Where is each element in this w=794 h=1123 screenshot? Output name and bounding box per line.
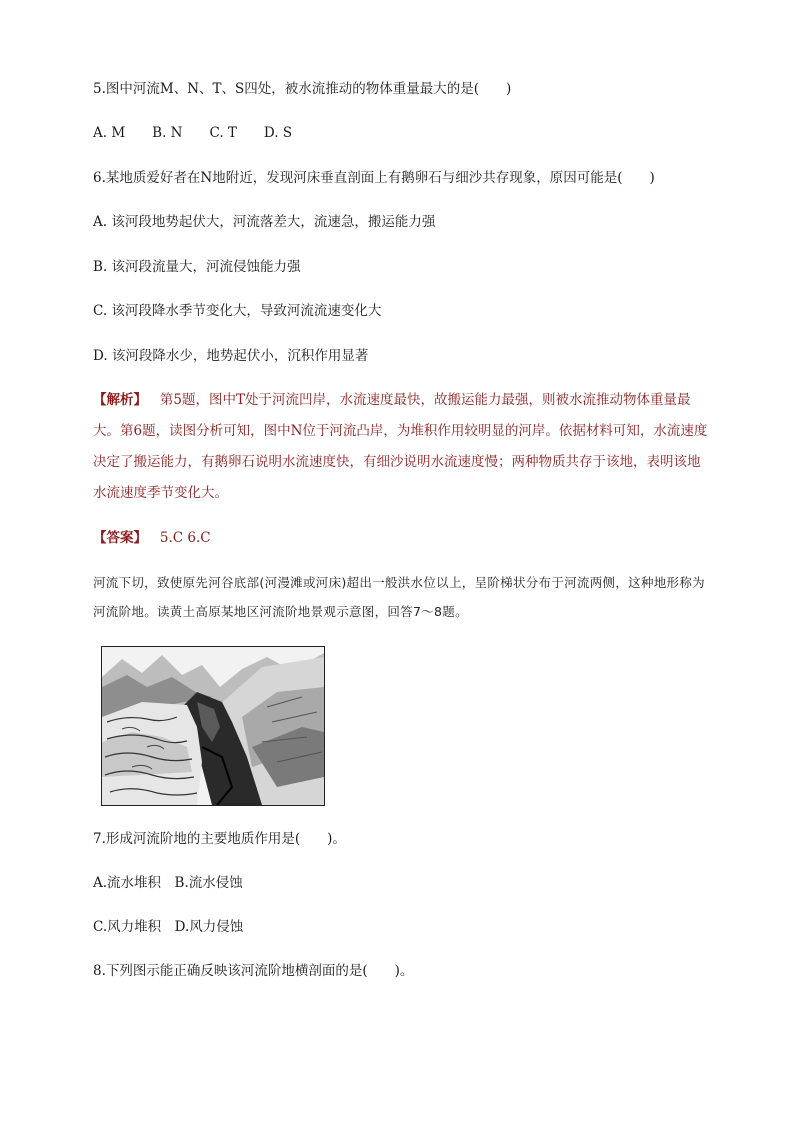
- q6-stem: 6.某地质爱好者在N地附近，发现河床垂直剖面上有鹅卵石与细沙共存现象，原因可能是( ): [93, 170, 655, 186]
- answer-text: 5.C 6.C: [159, 530, 211, 546]
- q6-option-b: B. 该河段流量大，河流侵蚀能力强: [93, 259, 301, 275]
- river-terrace-figure: [101, 646, 325, 806]
- q8-stem: 8.下列图示能正确反映该河流阶地横剖面的是( )。: [93, 963, 414, 979]
- intro-text: 河流下切，致使原先河谷底部(河漫滩或河床)超出一般洪水位以上，呈阶梯状分布于河流两侧，这种地形称为河流阶地。读黄土高原某地区河流阶地景观示意图，回答7～8题。: [93, 575, 705, 619]
- analysis-block: [93, 385, 713, 509]
- q5-options: A. M B. N C. T D. S: [93, 125, 293, 141]
- q5-stem: 5.图中河流M、N、T、S四处，被水流推动的物体重量最大的是( ): [93, 81, 512, 97]
- analysis-tag: 【解析】: [93, 392, 147, 408]
- answer-line: [93, 529, 211, 547]
- q6-option-a: A. 该河段地势起伏大，河流落差大，流速急，搬运能力强: [93, 214, 436, 230]
- q7-stem: 7.形成河流阶地的主要地质作用是( )。: [93, 831, 346, 847]
- river-terrace-landscape-sketch-icon: [102, 647, 324, 805]
- q6-option-d: D. 该河段降水少，地势起伏小，沉积作用显著: [93, 348, 369, 364]
- q7-options-cd: C.风力堆积 D.风力侵蚀: [93, 919, 244, 935]
- analysis-text: 第5题，图中T处于河流凹岸，水流速度最快，故搬运能力最强，则被水流推动物体重量最大。第6题，读图分析可知，图中N位于河流凸岸，为堆积作用较明显的河岸。依据材料可知，水流速度决定了搬运能力，有鹅卵石说明水流速度快，有细沙说明水流速度慢；两种物质共存于该地，表明该地水流速度季节变化大。: [93, 392, 708, 501]
- answer-tag: 【答案】: [93, 530, 147, 546]
- q6-option-c: C. 该河段降水季节变化大，导致河流流速变化大: [93, 303, 382, 319]
- q7-options-ab: A.流水堆积 B.流水侵蚀: [93, 875, 243, 891]
